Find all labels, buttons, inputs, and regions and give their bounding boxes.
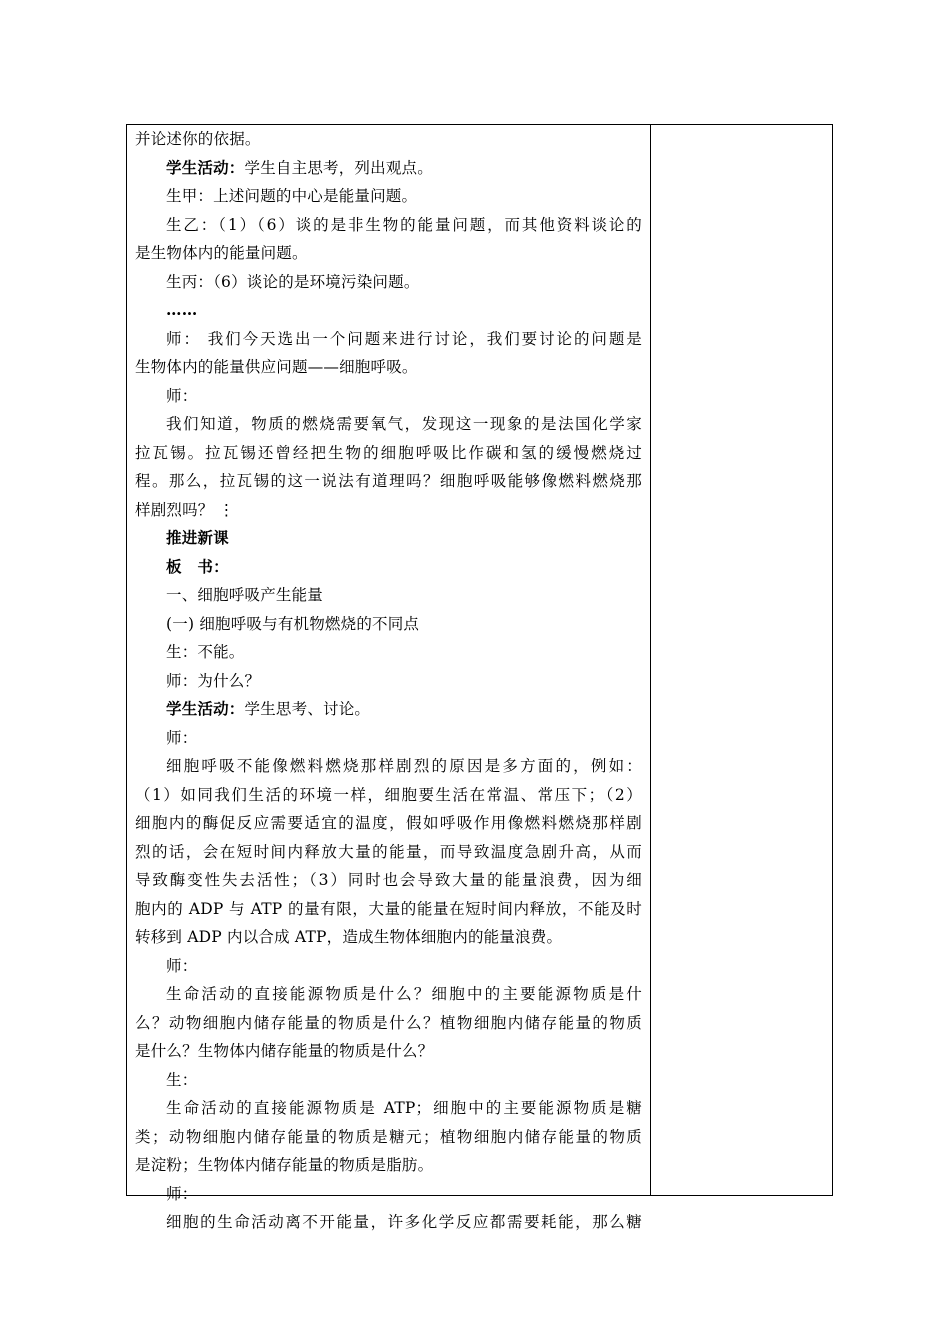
text-line — [135, 923, 642, 952]
text-line — [135, 1037, 642, 1066]
line-text: 是生物体内的能量问题。 — [135, 244, 308, 262]
line-text: 我们知道，物质的燃烧需要氧气，发现这一现象的是法国化学家 — [166, 415, 642, 433]
line-text: 胞内的 ADP 与 ATP 的量有限，大量的能量在短时间内释放，不能及时 — [135, 899, 642, 918]
text-line — [135, 154, 642, 183]
text-line — [135, 382, 642, 411]
speaker-label: 学生活动： — [166, 157, 245, 177]
line-text: 生：不能。 — [166, 643, 245, 661]
line-text: （1）如同我们生活的环境一样，细胞要生活在常温、常压下；（2） — [135, 785, 642, 804]
text-line — [135, 239, 642, 268]
text-line — [135, 467, 642, 496]
text-line — [135, 724, 642, 753]
line-text: 板 书： — [166, 556, 229, 576]
text-line — [135, 353, 642, 382]
line-text: 并论述你的依据。 — [135, 130, 261, 148]
lesson-table — [126, 124, 833, 1231]
line-text: 推进新课 — [166, 528, 229, 547]
text-line — [135, 410, 642, 439]
text-line — [135, 838, 642, 867]
text-line — [135, 182, 642, 211]
line-text: 程。那么，拉瓦锡的这一说法有道理吗？细胞呼吸能够像燃料燃烧那 — [135, 472, 642, 490]
line-text: 师：为什么？ — [166, 671, 261, 690]
text-line — [135, 553, 642, 582]
line-text: 转移到 ADP 内以合成 ATP，造成生物体细胞内的能量浪费。 — [135, 928, 563, 946]
text-line — [135, 610, 642, 639]
text-line — [135, 1180, 642, 1209]
text-line — [135, 781, 642, 810]
text-line — [135, 211, 642, 240]
text-line — [135, 752, 642, 781]
line-text: 是什么？生物体内储存能量的物质是什么？ — [135, 1042, 434, 1060]
line-text: 师： — [166, 1184, 198, 1203]
text-line — [135, 895, 642, 924]
line-text: 师： 我们今天选出一个问题来进行讨论，我们要讨论的问题是 — [166, 329, 642, 348]
line-text: 生乙：（1）（6）谈的是非生物的能量问题，而其他资料谈论的 — [166, 215, 642, 234]
text-line — [135, 581, 642, 610]
text-line — [135, 809, 642, 838]
text-line — [135, 667, 642, 696]
line-text: 生甲：上述问题的中心是能量问题。 — [166, 187, 418, 205]
line-text: 拉瓦锡。拉瓦锡还曾经把生物的细胞呼吸比作碳和氢的缓慢燃烧过 — [135, 443, 642, 462]
text-line — [135, 1009, 642, 1038]
line-text: 细胞内的酶促反应需要适宜的温度，假如呼吸作用像燃料燃烧那样剧 — [135, 814, 642, 832]
text-line — [135, 1066, 642, 1095]
text-line — [135, 325, 642, 354]
line-text: 么？动物细胞内储存能量的物质是什么？植物细胞内储存能量的物质 — [135, 1013, 642, 1032]
line-text: 细胞的生命活动离不开能量，许多化学反应都需要耗能，那么糖 — [166, 1213, 642, 1231]
line-text: 生命活动的直接能源物质是什么？细胞中的主要能源物质是什 — [166, 985, 642, 1003]
line-text: 烈的话，会在短时间内释放大量的能量，而导致温度急剧升高，从而 — [135, 842, 642, 861]
line-text: 导致酶变性失去活性；（3）同时也会导致大量的能量浪费，因为细 — [135, 871, 642, 889]
line-text: (一) 细胞呼吸与有机物燃烧的不同点 — [166, 614, 420, 633]
text-line — [135, 439, 642, 468]
text-line — [135, 980, 642, 1009]
text-line — [135, 1208, 642, 1237]
line-text: 学生自主思考，列出观点。 — [244, 158, 433, 177]
line-text: 生命活动的直接能源物质是 ATP；细胞中的主要能源物质是糖 — [166, 1099, 642, 1117]
text-line — [135, 1151, 642, 1180]
text-line — [135, 695, 642, 724]
line-text: 师： — [166, 728, 198, 747]
lesson-content-cell — [127, 125, 651, 1231]
line-text: 生： — [166, 1070, 198, 1089]
line-text: …… — [166, 300, 198, 319]
line-text: 类；动物细胞内储存能量的物质是糖元；植物细胞内储存能量的物质 — [135, 1127, 642, 1146]
line-text: 是淀粉；生物体内储存能量的物质是脂肪。 — [135, 1156, 434, 1174]
line-text: 生丙：（6）谈论的是环境污染问题。 — [166, 272, 420, 291]
text-line — [135, 1094, 642, 1123]
text-line — [135, 866, 642, 895]
speaker-label: 学生活动： — [166, 699, 245, 718]
text-line — [135, 638, 642, 667]
line-text: 一、细胞呼吸产生能量 — [166, 586, 324, 604]
line-text: 师： — [166, 956, 198, 975]
text-line — [135, 952, 642, 981]
text-line — [135, 524, 642, 553]
line-text: 细胞呼吸不能像燃料燃烧那样剧烈的原因是多方面的，例如： — [166, 757, 642, 775]
text-line — [135, 268, 642, 297]
line-text: 样剧烈吗？ ⋮ — [135, 500, 235, 519]
text-line — [135, 125, 642, 154]
line-text: 学生思考、讨论。 — [244, 700, 371, 718]
notes-cell — [651, 125, 832, 1195]
text-line — [135, 296, 642, 325]
line-text: 生物体内的能量供应问题——细胞呼吸。 — [135, 358, 418, 376]
text-line — [135, 1123, 642, 1152]
text-line — [135, 496, 642, 525]
line-text: 师： — [166, 386, 198, 405]
